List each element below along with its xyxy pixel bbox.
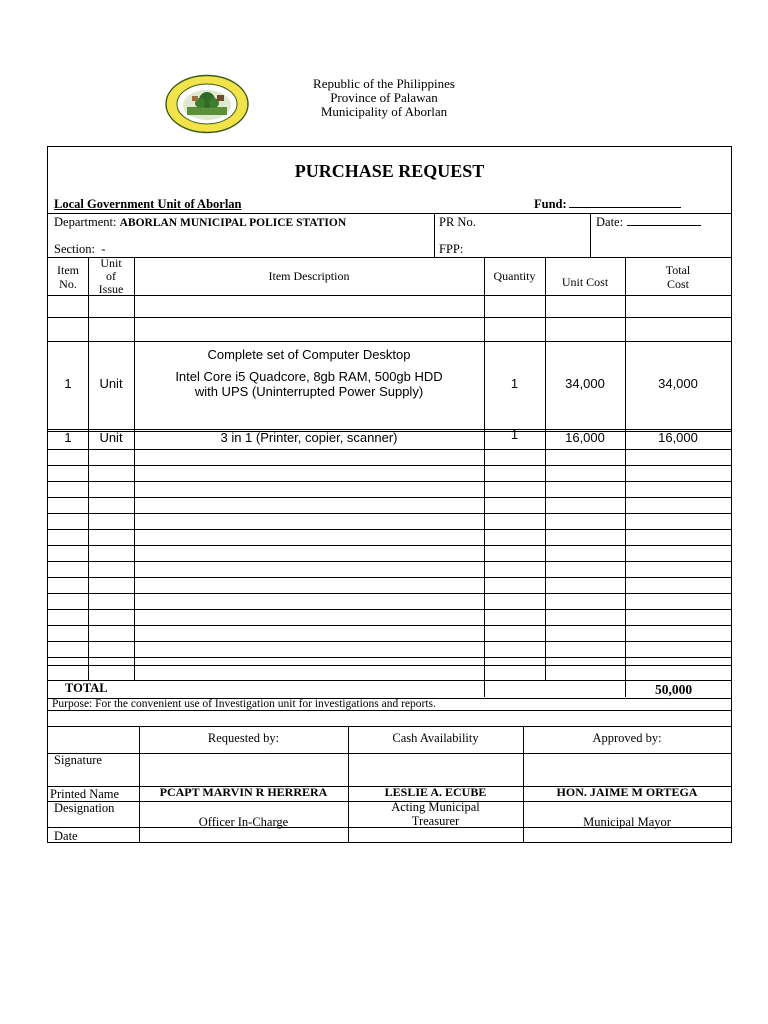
requested-by-designation: Officer In-Charge <box>198 815 289 829</box>
requested-by-name: PCAPT MARVIN R HERRERA <box>159 785 328 799</box>
row2-quantity: 1 <box>510 427 519 442</box>
approved-by-designation: Municipal Mayor <box>583 815 671 829</box>
cash-availability-name: LESLIE A. ECUBE <box>384 785 487 799</box>
header-item-no: Item No. <box>57 263 79 291</box>
pr-no-label: PR No. <box>439 215 476 229</box>
row1-desc-line2: Intel Core i5 Quadcore, 8gb RAM, 500gb HDD <box>175 369 443 384</box>
purchase-request-form <box>47 146 732 843</box>
total-label: TOTAL <box>65 681 108 695</box>
date-row-label: Date <box>54 829 78 843</box>
header-municipality: Municipality of Aborlan <box>320 104 448 119</box>
header-item-description: Item Description <box>268 269 350 283</box>
signature-label: Signature <box>54 753 102 767</box>
header-total-cost: Total Cost <box>665 263 691 291</box>
department-field: Department: ABORLAN MUNICIPAL POLICE STATION <box>54 215 347 229</box>
designation-label: Designation <box>54 801 115 815</box>
row2-unit-cost: 16,000 <box>565 430 605 445</box>
requested-by-label: Requested by: <box>207 731 280 745</box>
section-field: Section: - <box>54 242 106 256</box>
header-province: Province of Palawan <box>330 90 438 105</box>
form-title: PURCHASE REQUEST <box>294 161 485 181</box>
fund-label: Fund: <box>534 197 681 211</box>
total-value: 50,000 <box>655 682 693 697</box>
purpose-text: Purpose: For the convenient use of Investigation unit for investigations and reports. <box>52 698 436 710</box>
row2-unit: Unit <box>99 430 123 445</box>
row1-unit: Unit <box>99 376 123 391</box>
cash-availability-designation: Acting Municipal Treasurer <box>391 800 480 828</box>
row2-item-no: 1 <box>64 430 72 445</box>
row2-total-cost: 16,000 <box>658 430 698 445</box>
row1-desc-line1: Complete set of Computer Desktop <box>207 347 411 362</box>
printed-name-label: Printed Name <box>50 787 120 801</box>
row2-desc-line1: 3 in 1 (Printer, copier, scanner) <box>220 430 398 445</box>
row1-quantity: 1 <box>510 376 519 391</box>
approved-by-name: HON. JAIME M ORTEGA <box>556 785 698 799</box>
header-unit-cost: Unit Cost <box>561 275 609 289</box>
lgu-label: Local Government Unit of Aborlan <box>54 197 242 211</box>
row1-item-no: 1 <box>64 376 72 391</box>
fpp-label: FPP: <box>439 242 464 256</box>
row1-unit-cost: 34,000 <box>565 376 605 391</box>
row1-total-cost: 34,000 <box>658 376 698 391</box>
header-republic: Republic of the Philippines <box>313 76 455 91</box>
header-unit-of-issue: Unit of Issue <box>98 256 124 296</box>
cash-availability-label: Cash Availability <box>392 731 479 745</box>
municipal-seal <box>164 74 250 134</box>
approved-by-label: Approved by: <box>592 731 662 745</box>
row1-desc-line3: with UPS (Uninterrupted Power Supply) <box>194 384 424 399</box>
header-quantity: Quantity <box>493 269 536 283</box>
date-field: Date: <box>596 215 701 229</box>
